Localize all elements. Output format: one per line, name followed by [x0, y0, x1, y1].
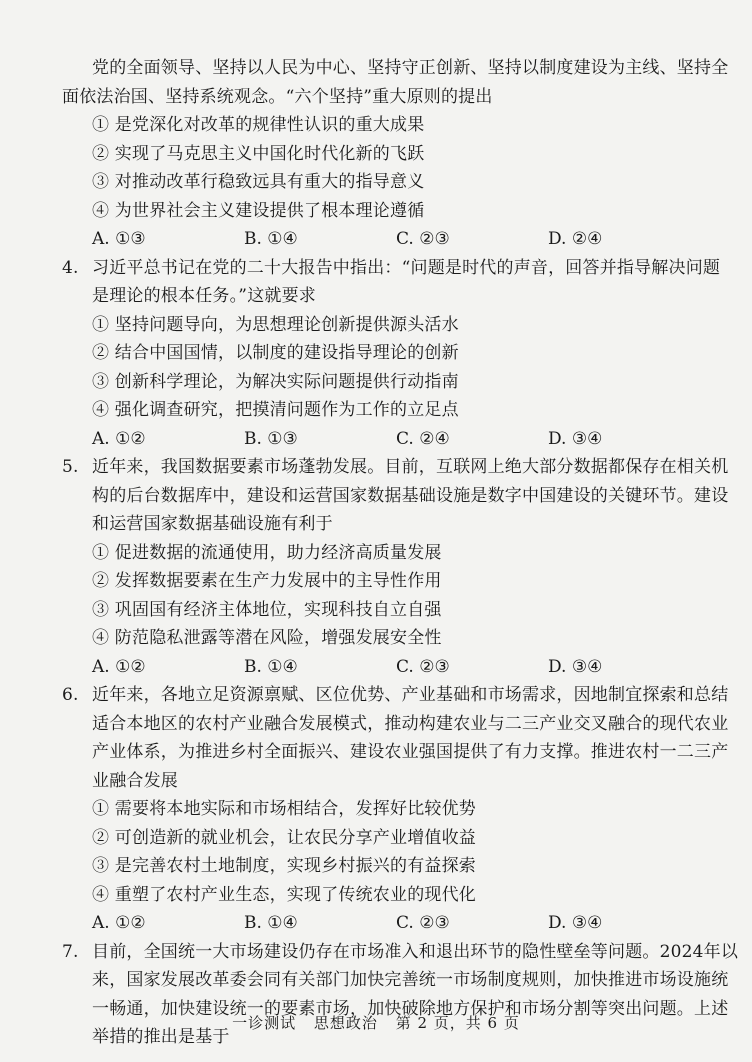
q3-stem-line-1: 党的全面领导、坚持以人民为中心、坚持守正创新、坚持以制度建设为主线、坚持全 — [92, 58, 729, 78]
q3-choice-d: D. ②④ — [548, 229, 603, 249]
q5-stem-line-2: 构的后台数据库中，建设和运营国家数据基础设施是数字中国建设的关键环节。建设 — [92, 485, 729, 506]
q3-option-4: ④ 为世界社会主义建设提供了根本理论遵循 — [92, 200, 425, 221]
q5-choice-c: C. ②③ — [396, 656, 450, 677]
q7-number: 7. — [62, 941, 79, 962]
q4-choices — [62, 425, 722, 454]
q7-stem-line-4: 举措的推出是基于 — [92, 1027, 230, 1047]
q4-option-3: ③ 创新科学理论，为解决实际问题提供行动指南 — [92, 371, 459, 392]
q4-stem-line-2: 是理论的根本任务。”这就要求 — [92, 286, 316, 306]
q3-stem-line-2: 面依法治国、坚持系统观念。“六个坚持”重大原则的提出 — [62, 86, 493, 107]
q3-option-3: ③ 对推动改革行稳致远具有重大的指导意义 — [92, 172, 425, 192]
q7-stem-line-2: 来，国家发展改革委会同有关部门加快完善统一市场制度规则，加快推进市场设施统 — [92, 970, 729, 990]
q6-number: 6. — [62, 685, 79, 705]
q6-option-4: ④ 重塑了农村产业生态，实现了传统农业的现代化 — [92, 884, 477, 905]
q6-stem-line-2: 适合本地区的农村产业融合发展模式，推动构建农业与二三产业交叉融合的现代农业 — [92, 713, 729, 734]
q5-choice-a: A. ①② — [92, 656, 146, 677]
q6-choice-c: C. ②③ — [396, 913, 450, 933]
footer-subject: 思想政治 — [313, 1014, 378, 1032]
q5-option-1: ① 促进数据的流通使用，助力经济高质量发展 — [92, 542, 442, 563]
q6-stem-line-3: 产业体系，为推进乡村全面振兴、建设农业强国提供了有力支撑。推进农村一二三产 — [92, 742, 729, 762]
q6-choice-a: A. ①② — [92, 913, 146, 933]
q3-choices — [62, 225, 722, 254]
q6-option-2: ② 可创造新的就业机会，让农民分享产业增值收益 — [92, 827, 477, 848]
q4-number: 4. — [62, 257, 79, 278]
q5-number: 5. — [62, 457, 79, 477]
q6-option-3: ③ 是完善农村土地制度，实现乡村振兴的有益探索 — [92, 856, 477, 876]
q4-option-1: ① 坚持问题导向，为思想理论创新提供源头活水 — [92, 314, 459, 335]
q3-choice-c: C. ②③ — [396, 229, 450, 249]
q6-choice-d: D. ③④ — [548, 913, 603, 933]
q4-option-2: ② 结合中国国情，以制度的建设指导理论的创新 — [92, 343, 459, 363]
q5-option-3: ③ 巩固国有经济主体地位，实现科技自立自强 — [92, 599, 442, 620]
q4-choice-c: C. ②④ — [396, 428, 450, 449]
q5-option-2: ② 发挥数据要素在生产力发展中的主导性作用 — [92, 571, 442, 591]
q6-option-1: ① 需要将本地实际和市场相结合，发挥好比较优势 — [92, 799, 477, 819]
q7-stem-text-1: 目前，全国统一大市场建设仍存在市场准入和退出环节的隐性壁垒等问题。2024年以 — [92, 941, 739, 962]
q6-choice-b: B. ①④ — [244, 913, 298, 933]
q6-stem-line-1 — [62, 681, 729, 710]
q5-choice-d: D. ③④ — [548, 656, 603, 677]
q6-stem-text-1: 近年来，各地立足资源禀赋、区位优势、产业基础和市场需求，因地制宜探索和总结 — [92, 685, 729, 705]
q3-choice-a: A. ①③ — [92, 229, 146, 249]
q5-stem-line-1 — [62, 453, 729, 482]
q6-choices — [62, 909, 722, 938]
q4-option-4: ④ 强化调查研究，把摸清问题作为工作的立足点 — [92, 400, 459, 420]
q5-choice-b: B. ①④ — [244, 656, 298, 677]
q5-stem-line-3: 和运营国家数据基础设施有利于 — [92, 514, 333, 534]
q7-stem-line-1 — [62, 938, 739, 967]
q6-stem-line-4: 业融合发展 — [92, 770, 178, 791]
q4-choice-b: B. ①③ — [244, 428, 298, 449]
q7-stem-line-3: 一畅通，加快建设统一的要素市场，加快破除地方保护和市场分割等突出问题。上述 — [92, 998, 729, 1019]
q3-choice-b: B. ①④ — [244, 229, 298, 249]
page-footer — [0, 1012, 752, 1033]
q4-stem-text-1: 习近平总书记在党的二十大报告中指出：“问题是时代的声音，回答并指导解决问题 — [92, 257, 721, 278]
exam-content — [62, 54, 739, 1052]
q3-option-2: ② 实现了马克思主义中国化时代化新的飞跃 — [92, 143, 425, 164]
q4-choice-a: A. ①② — [92, 428, 146, 449]
q5-stem-text-1: 近年来，我国数据要素市场蓬勃发展。目前，互联网上绝大部分数据都保存在相关机 — [92, 457, 729, 477]
q4-stem-line-1 — [62, 254, 722, 283]
footer-exam-name: 一诊测试 — [232, 1014, 297, 1032]
q5-choices — [62, 653, 722, 682]
q3-option-1: ① 是党深化对改革的规律性认识的重大成果 — [92, 115, 425, 135]
q4-choice-d: D. ③④ — [548, 428, 603, 449]
footer-page-number: 第 2 页，共 6 页 — [395, 1014, 520, 1032]
q5-option-4: ④ 防范隐私泄露等潜在风险，增强发展安全性 — [92, 628, 442, 648]
